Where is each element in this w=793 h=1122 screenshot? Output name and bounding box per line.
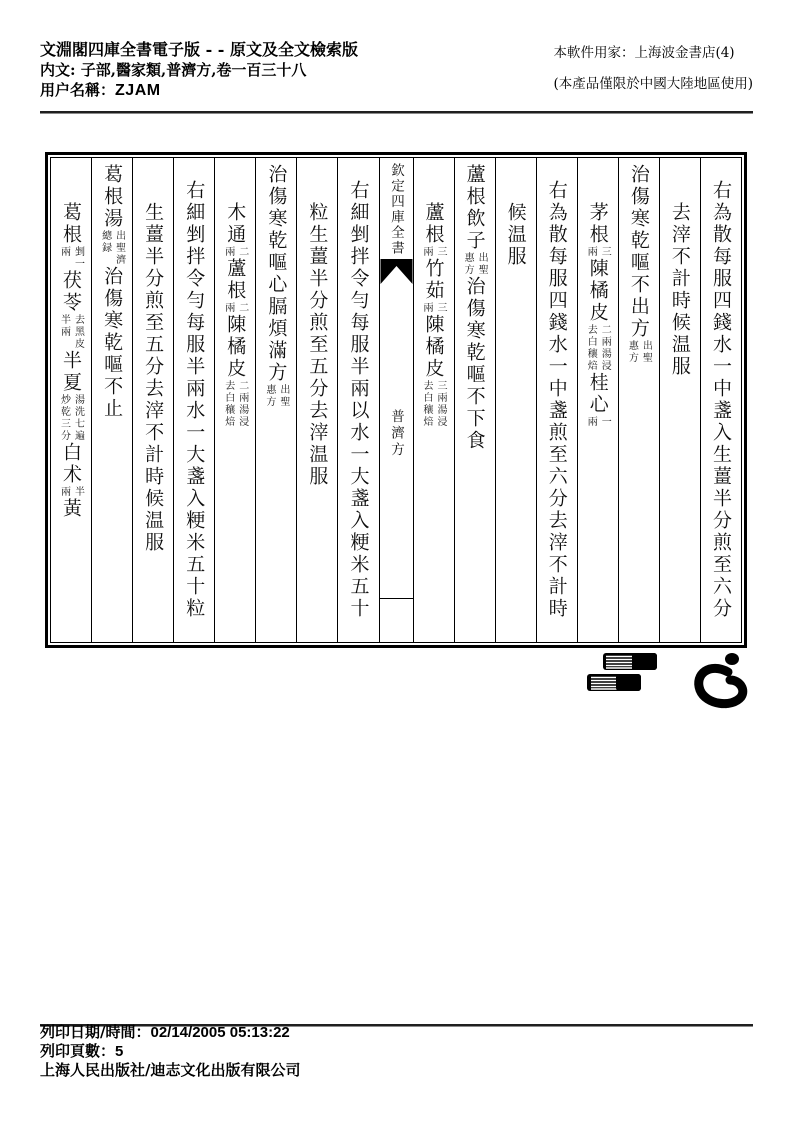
text-column bbox=[255, 158, 296, 642]
annotation-left-column: 惠方 bbox=[626, 340, 638, 364]
column-text: 木通 bbox=[224, 202, 247, 246]
app-title: 文淵閣四庫全書電子版 - - 原文及全文檢索版 bbox=[40, 40, 358, 59]
text-column bbox=[536, 158, 577, 642]
print-date-line bbox=[40, 1023, 300, 1042]
column-text: 陳橘皮 bbox=[224, 314, 247, 380]
annotation-left-column: 兩 bbox=[58, 246, 70, 258]
column-text: 茯苓 bbox=[60, 270, 83, 314]
annotation-left-column: 兩 bbox=[585, 246, 597, 258]
inline-annotation bbox=[222, 380, 249, 428]
inline-annotation bbox=[58, 394, 85, 442]
print-pages-line bbox=[40, 1042, 300, 1061]
annotation-left-column: 總録 bbox=[99, 230, 111, 254]
text-column bbox=[296, 158, 337, 642]
banxin-series-title: 欽定四庫全書 bbox=[388, 163, 404, 256]
inline-annotation bbox=[99, 230, 126, 266]
column-text: 黃 bbox=[60, 498, 83, 520]
column-text: 蘆根 bbox=[422, 202, 445, 246]
annotation-left-column: 兩 bbox=[421, 246, 433, 258]
column-text: 治傷寒乾嘔不止 bbox=[101, 266, 124, 420]
inline-annotation bbox=[58, 246, 85, 270]
banxin-book-title: 普濟方 bbox=[388, 409, 404, 459]
content-label: 内文: bbox=[40, 61, 81, 79]
inline-annotation bbox=[584, 324, 611, 372]
text-column bbox=[700, 158, 741, 642]
content-path bbox=[40, 60, 358, 80]
ink-brush-icon bbox=[688, 652, 750, 714]
column-text: 桂心 bbox=[586, 372, 609, 416]
column-text: 陳橘皮 bbox=[586, 258, 609, 324]
annotation-left-column: 兩 bbox=[222, 246, 234, 258]
annotation-left-column: 惠方 bbox=[462, 252, 474, 276]
book-page-frame bbox=[45, 152, 747, 648]
annotation-left-column: 半兩 bbox=[58, 314, 70, 338]
annotation-left-column: 炒乾三分 bbox=[58, 394, 70, 442]
inline-annotation bbox=[420, 246, 447, 258]
annotation-right-column: 二兩湯浸 bbox=[236, 380, 248, 428]
column-text: 治傷寒乾嘔不出方 bbox=[627, 164, 650, 340]
annotation-left-column: 兩 bbox=[222, 302, 234, 314]
text-column bbox=[91, 158, 132, 642]
text-column bbox=[577, 158, 618, 642]
column-text: 竹茹 bbox=[422, 258, 445, 302]
annotation-left-column: 去白穰焙 bbox=[222, 380, 234, 428]
banxin-bottom-cell bbox=[380, 598, 413, 642]
publisher-line: 上海人民出版社/迪志文化出版有限公司 bbox=[40, 1061, 301, 1079]
column-text: 治傷寒乾嘔不下食 bbox=[463, 276, 486, 452]
header-left bbox=[40, 40, 358, 101]
user-name: ZJAM bbox=[115, 82, 161, 99]
banxin-center-column bbox=[379, 158, 413, 642]
inline-annotation bbox=[461, 252, 488, 276]
licensee-line: 本軟件用家：上海波金書店(4) bbox=[553, 45, 735, 61]
content-value: 子部,醫家類,普濟方,卷一百三十八 bbox=[80, 61, 307, 79]
column-text: 葛根湯 bbox=[101, 164, 124, 230]
annotation-right-column: 二 bbox=[236, 302, 248, 314]
annotation-left-column: 去白穰焙 bbox=[585, 324, 597, 372]
annotation-left-column: 兩 bbox=[58, 486, 70, 498]
annotation-right-column: 三 bbox=[435, 302, 447, 314]
annotation-left-column: 兩 bbox=[421, 302, 433, 314]
text-column bbox=[51, 158, 91, 642]
header bbox=[40, 40, 753, 101]
column-text: 生薑半分煎至五分去滓不計時候温服 bbox=[142, 202, 165, 554]
text-column bbox=[173, 158, 214, 642]
text-column bbox=[413, 158, 454, 642]
print-date-value: 02/14/2005 05:13:22 bbox=[150, 1024, 290, 1041]
text-column bbox=[132, 158, 173, 642]
annotation-right-column: 出聖 bbox=[277, 384, 289, 408]
print-pages-label: 列印頁數： bbox=[40, 1042, 116, 1060]
annotation-right-column: 二 bbox=[236, 246, 248, 258]
annotation-right-column: 半 bbox=[72, 486, 84, 498]
column-text: 茅根 bbox=[586, 202, 609, 246]
annotation-right-column: 三 bbox=[435, 246, 447, 258]
print-date-label: 列印日期/時間： bbox=[40, 1023, 151, 1041]
annotation-right-column: 三兩湯浸 bbox=[435, 380, 447, 428]
annotation-right-column: 三 bbox=[599, 246, 611, 258]
header-divider bbox=[40, 111, 753, 114]
column-text: 右為散每服四錢水一中盞入生薑半分煎至六分 bbox=[709, 180, 732, 620]
header-right bbox=[553, 40, 753, 101]
column-text: 粒生薑半分煎至五分去滓温服 bbox=[306, 202, 329, 488]
inline-annotation bbox=[584, 416, 611, 428]
column-text: 右細剉拌令勻每服半兩以水一大盞入粳米五十 bbox=[347, 180, 370, 620]
text-column bbox=[495, 158, 536, 642]
annotation-right-column: 出聖濟 bbox=[113, 230, 125, 266]
inline-annotation bbox=[584, 246, 611, 258]
fishtail-icon bbox=[380, 259, 413, 284]
column-text: 蘆根 bbox=[224, 258, 247, 302]
annotation-right-column: 一 bbox=[599, 416, 611, 428]
column-text: 白术 bbox=[60, 442, 83, 486]
publisher-logos bbox=[585, 652, 750, 724]
inline-annotation bbox=[263, 384, 290, 408]
column-text: 陳橘皮 bbox=[422, 314, 445, 380]
user-line bbox=[40, 80, 358, 101]
footer bbox=[40, 1023, 300, 1080]
annotation-left-column: 惠方 bbox=[263, 384, 275, 408]
user-label: 用户名稱： bbox=[40, 81, 116, 99]
inline-annotation bbox=[420, 302, 447, 314]
annotation-left-column: 去白穰焙 bbox=[421, 380, 433, 428]
print-pages-value: 5 bbox=[115, 1043, 124, 1060]
column-text: 蘆根飲子 bbox=[463, 164, 486, 252]
text-column bbox=[659, 158, 700, 642]
text-column bbox=[454, 158, 495, 642]
text-column bbox=[214, 158, 255, 642]
column-text: 半夏 bbox=[60, 350, 83, 394]
annotation-right-column: 二兩湯浸 bbox=[599, 324, 611, 372]
column-text: 候温服 bbox=[504, 202, 527, 268]
annotation-right-column: 湯洗七遍 bbox=[72, 394, 84, 442]
text-column bbox=[337, 158, 378, 642]
annotation-right-column: 出聖 bbox=[640, 340, 652, 364]
column-text: 右細剉拌令勻每服半兩水一大盞入粳米五十粒 bbox=[183, 180, 206, 620]
inline-annotation bbox=[222, 302, 249, 314]
inline-annotation bbox=[625, 340, 652, 364]
annotation-right-column: 出聖 bbox=[476, 252, 488, 276]
book-columns bbox=[50, 157, 742, 643]
restriction-line: (本產品僅限於中國大陸地區使用) bbox=[553, 76, 753, 92]
inline-annotation bbox=[58, 314, 85, 350]
text-column bbox=[618, 158, 659, 642]
column-text: 治傷寒乾嘔心膈煩滿方 bbox=[265, 164, 288, 384]
inline-annotation bbox=[58, 486, 85, 498]
stacked-books-icon bbox=[585, 652, 659, 696]
column-text: 去滓不計時候温服 bbox=[668, 202, 691, 378]
inline-annotation bbox=[222, 246, 249, 258]
column-text: 葛根 bbox=[60, 202, 83, 246]
column-text: 右為散每服四錢水一中盞煎至六分去滓不計時 bbox=[545, 180, 568, 620]
inline-annotation bbox=[420, 380, 447, 428]
annotation-right-column: 剉一 bbox=[72, 246, 84, 270]
annotation-right-column: 去黑皮 bbox=[72, 314, 84, 350]
annotation-left-column: 兩 bbox=[585, 416, 597, 428]
